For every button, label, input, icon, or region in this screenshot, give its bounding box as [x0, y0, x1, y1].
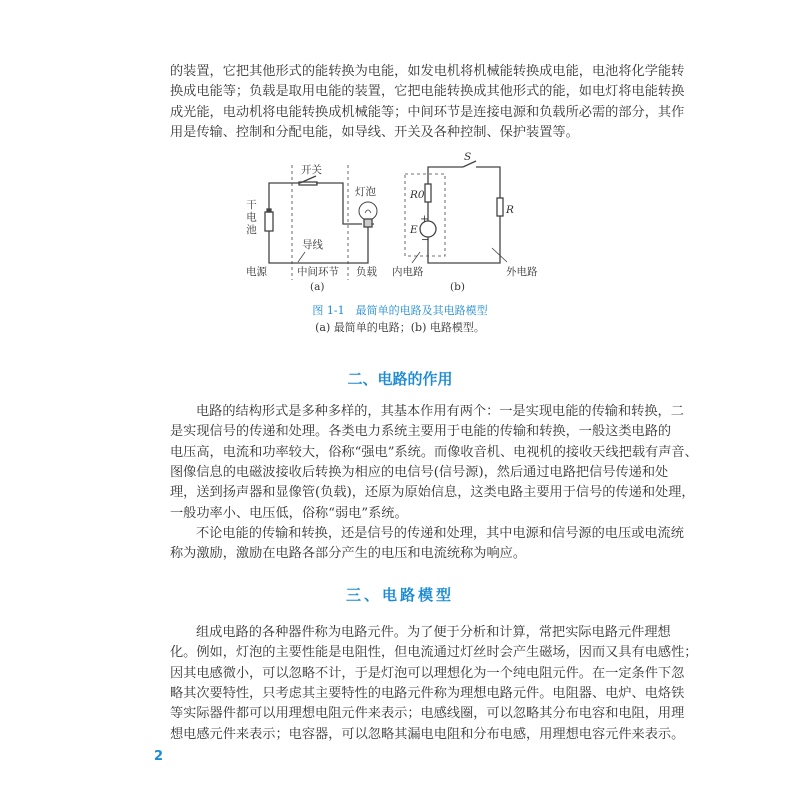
figure-b-circuit-model: [405, 161, 507, 263]
label-bulb: 灯泡: [355, 186, 376, 198]
wire: [428, 167, 500, 263]
resistor-r0: [425, 184, 431, 202]
text-line: 的装置，它把其他形式的能转换为电能，如发电机将机械能转换成电能，电池将化学能转: [170, 64, 685, 79]
tag-a: (a): [310, 281, 325, 293]
bulb-icon: [359, 202, 377, 220]
text-line: 图像信息的电磁波接收后转换为相应的电信号(信号源)，然后通过电路把信号传递和处: [170, 464, 669, 480]
text-line: 理，送到扬声器和显像管(负载)，还原为原始信息，这类电路主要用于信号的传递和处理，: [170, 485, 695, 501]
figure-subcaption: (a) 最简单的电路；(b) 电路模型。: [315, 321, 485, 334]
label-battery: 干电池: [245, 199, 257, 237]
battery-icon: [265, 212, 273, 231]
text-line: 称为激励，激励在电路各部分产生的电压和电流统称为响应。: [170, 546, 527, 562]
label-r0: R0: [410, 189, 425, 201]
section-heading: 二、电路的作用: [347, 370, 453, 388]
section-heading: 三、电路模型: [345, 586, 454, 604]
resistor-r: [497, 198, 503, 216]
text-line: 因其电感微小，可以忽略不计，于是灯泡可以理想化为一个纯电阻元件。在一定条件下忽: [170, 665, 685, 681]
text-line: 换成电能等；负载是取用电能的装置，它把电能转换成其他形式的能，如电灯将电能转换: [170, 84, 685, 100]
label-s: S: [464, 151, 472, 163]
label-source: 电源: [246, 266, 267, 278]
label-inner: 内电路: [392, 266, 424, 278]
label-outer: 外电路: [506, 266, 538, 278]
label-e: E: [410, 224, 418, 236]
text-line: 一般功率小、电压低，俗称“弱电”系统。: [170, 505, 408, 521]
text-line: 用是传输、控制和分配电能，如导线、开关及各种控制、保护装置等。: [170, 124, 579, 140]
label-plus: +: [420, 213, 429, 225]
figure-caption: 图 1-1 最简单的电路及其电路模型: [312, 304, 488, 317]
text-line: 组成电路的各种器件称为电路元件。为了便于分析和计算，常把实际电路元件理想: [196, 625, 671, 640]
label-minus: −: [421, 234, 430, 246]
label-load: 负载: [356, 266, 377, 278]
text-line: 等实际器件都可以用理想电阻元件来表示；电感线圈，可以忽略其分布电容和电阻，用理: [170, 706, 685, 722]
label-r: R: [506, 204, 514, 216]
figure-a-simple-circuit: [265, 165, 377, 280]
text-line: 是实现信号的传递和处理。各类电力系统主要用于电能的传输和转换，一般这类电路的: [170, 424, 672, 440]
text-line: 不论电能的传输和转换，还是信号的传递和处理，其中电源和信号源的电压或电流统: [196, 526, 684, 541]
text-line: 成光能，电动机将电能转换成机械能等；中间环节是连接电源和负载所必需的部分，其作: [170, 104, 685, 120]
label-middle: 中间环节: [297, 266, 339, 278]
text-line: 化。例如，灯泡的主要性能是电阻性，但电流通过灯丝时会产生磁场，因而又具有电感性；: [170, 645, 698, 661]
text-line: 电路的结构形式是多种多样的，其基本作用有两个：一是实现电能的传输和转换，二: [196, 404, 684, 419]
switch-base: [299, 182, 317, 185]
tag-b: (b): [450, 281, 465, 293]
label-switch: 开关: [301, 164, 322, 176]
text-line: 电压高，电流和功率较大，俗称“强电”系统。而像收音机、电视机的接收天线把载有声音、: [170, 444, 698, 460]
label-wire: 导线: [302, 239, 323, 251]
text-line: 想电感元件来表示；电容器，可以忽略其漏电电阻和分布电感，用理想电容元件来表示。: [170, 726, 685, 742]
text-line: 略其次要特性，只考虑其主要特性的电路元件称为理想电路元件。电阻器、电炉、电烙铁: [170, 685, 685, 701]
page-number: 2: [154, 749, 164, 764]
